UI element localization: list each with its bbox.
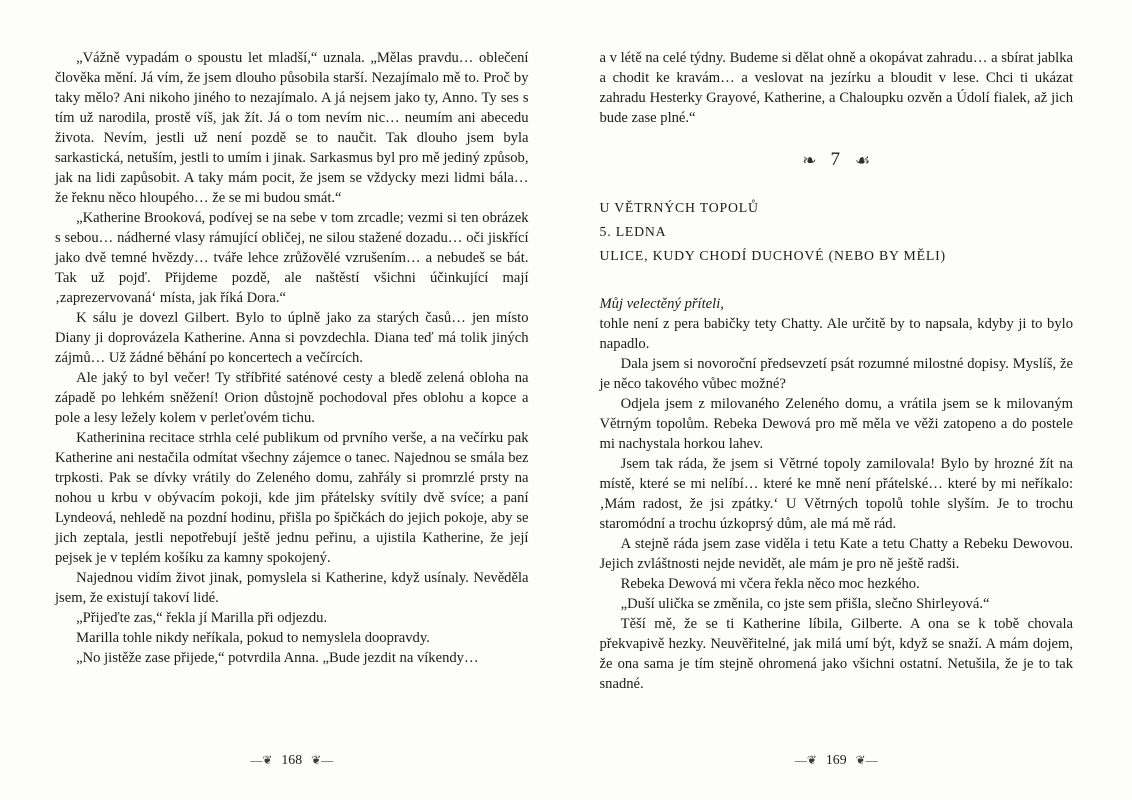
heading-line: 5. LEDNA (599, 224, 667, 239)
chapter-ornament-left-icon: ❧ (802, 150, 817, 170)
paragraph: „Vážně vypadám o spoustu let mladší,“ uznala. „Mělas pravdu… oblečení člověka mění. Já vím, že jsem dlouho působila starší. Nezajímalo mě to. Proč by taky mělo? Ani nikoho jiného to nezajímalo. A já nejsem jako ty, Anno. Ty ses s tím už narodila, prostě víš, jak žít. Já o tom nevím nic… neumím ani abecedu života. Nevím, jestli už není pozdě se to naučit. Tak dlouho jsem byla sarkastická, netuším, jestli to umím i jinak. Sarkasmus byl pro mě jediný způsob, jak na lidi zapůsobit. A taky mám pocit, že jsem se vždycky mezi lidmi bála… že řeknu něco hloupého… že se mi budou smát.“ (55, 50, 529, 206)
page-right (600, 48, 1074, 770)
paragraph-continuation: a v létě na celé týdny. Budeme si dělat ohně a okopávat zahradu… a sbírat jablka a chodit ke kravám… a veslovat na jezírku a bloudit v lese. Chci ti ukázat zahradu Hesterky Grayové, Katherine, a Chaloupku ozvěn a Údolí fialek, až jich bude zase plné.“ (599, 50, 1073, 126)
floral-ornament-icon: —❦ (794, 753, 817, 767)
paragraph: Katherinina recitace strhla celé publikum od prvního verše, a na večírku pak Katherine ani nestačila odmítat všechny zájemce o tanec. Najednou se smála bez trpkosti. Pak se dívky vrátily do Zeleného domu, zahřály si promrzlé prsty na nohou u krbu v obývacím pokoji, kde jim přátelsky svítily dvě svíce; a paní Lyndeová, nehledě na pozdní hodinu, přišla po špičkách do jejich pokoje, aby se jich zeptala, jestli nepotřebují ještě jednu peřinu, a ujistila Katherine, že její pejsek je v teplém košíku za kamny spokojený. (55, 430, 529, 566)
paragraph: A stejně ráda jsem zase viděla i tetu Kate a tetu Chatty a Rebeku Dewovou. Jejich zvláštnosti nejde nevidět, ale mám je pro ně ještě radši. (599, 536, 1073, 572)
heading-line: ULICE, KUDY CHODÍ DUCHOVÉ (NEBO BY MĚLI) (599, 248, 946, 263)
heading-line: U VĚTRNÝCH TOPOLŮ (599, 200, 759, 215)
paragraph: „Duší ulička se změnila, co jste sem přišla, slečno Shirleyová.“ (620, 596, 990, 612)
chapter-ornament-right-icon: ☙ (855, 150, 871, 170)
floral-ornament-icon: ❦— (311, 753, 334, 767)
paragraph: Najednou vidím život jinak, pomyslela si Katherine, když usínaly. Nevěděla jsem, že existují takoví lidé. (55, 570, 529, 606)
paragraph: „Přijeďte zas,“ řekla jí Marilla při odjezdu. (76, 610, 328, 626)
paragraph: K sálu je dovezl Gilbert. Bylo to úplně jako za starých časů… jen místo Diany ji doprovázela Katherine. Anna si povzdechla. Diana teď má tolik jiných zájmů… Už žádné běhání po koncertech a večírcích. (55, 310, 529, 366)
paragraph: Rebeka Dewová mi včera řekla něco moc hezkého. (620, 576, 920, 592)
chapter-heading (600, 150, 1074, 170)
floral-ornament-icon: ❦— (855, 753, 878, 767)
page-number: 169 (825, 752, 847, 767)
page-number: 168 (281, 752, 303, 767)
floral-ornament-icon: —❦ (250, 753, 273, 767)
paragraph: „No jistěže zase přijede,“ potvrdila Anna. „Bude jezdit na víkendy… (76, 650, 479, 666)
letter-salutation: Můj velectěný příteli, (599, 296, 724, 312)
section-heading (600, 196, 1074, 268)
paragraph: Ale jaký to byl večer! Ty stříbřité saténové cesty a bledě zelená obloha na západě po lehkém sněžení! Orion důstojně pochodoval přes oblohu a kopce a pole a lesy ležely kolem v perleťovém tichu. (55, 370, 529, 426)
page-footer-right (600, 740, 1074, 770)
page-left (55, 48, 529, 770)
paragraph: Odjela jsem z milovaného Zeleného domu, a vrátila jsem se k milovaným Větrným topolům. Rebeka Dewová pro mě měla ve věži zatopeno a do postele mi nachystala horkou lahev. (599, 396, 1073, 452)
page-footer-left (55, 740, 529, 770)
paragraph: Marilla tohle nikdy neříkala, pokud to nemyslela doopravdy. (76, 630, 430, 646)
paragraph: tohle není z pera babičky tety Chatty. Ale určitě by to napsala, kdyby ji to bylo napadlo. (599, 316, 1073, 352)
paragraph: „Katherine Brooková, podívej se na sebe v tom zrcadle; vezmi si ten obrázek s sebou… nádherné vlasy rámující obličej, ne silou stažené dozadu… oči jiskřící jako dvě temné hvězdy… tváře lehce zrůžovělé vzrušením… a nebudeš se bát. Tak už pojď. Přijdeme pozdě, ale naštěstí všichni účinkující mají ‚zaprezervovaná‘ místa, jak říká Dora.“ (55, 210, 529, 306)
paragraph: Těší mě, že se ti Katherine líbila, Gilberte. A ona se k tobě chovala překvapivě hezky. Neuvěřitelné, jak milá umí být, když se snaží. A mám dojem, že ona sama je tím stejně ohromená jako všichni ostatní. Netušila, že je to tak snadné. (599, 616, 1073, 692)
paragraph: Jsem tak ráda, že jsem si Větrné topoly zamilovala! Bylo by hrozné žít na místě, které se mi nelíbí… které ke mně není přátelské… které by mi neříkalo: ‚Mám radost, že jsi zpátky.‘ U Větrných topolů tohle slyším. Je to trochu staromódní a trochu úzkoprsý dům, ale má mě rád. (599, 456, 1073, 532)
chapter-number: 7 (830, 149, 841, 170)
paragraph: Dala jsem si novoroční předsevzetí psát rozumné milostné dopisy. Myslíš, že je něco takového vůbec možné? (599, 356, 1073, 392)
